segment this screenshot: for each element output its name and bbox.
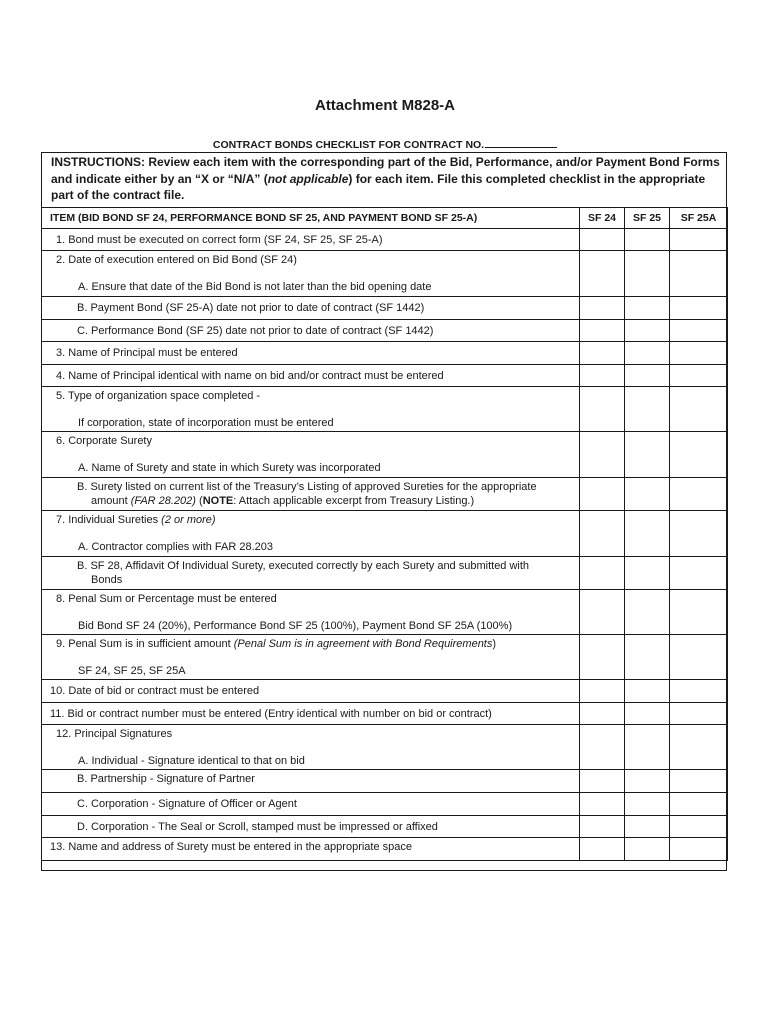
checkbox-cell-sf25a[interactable] (670, 387, 728, 432)
checkbox-cell-sf25[interactable] (625, 725, 670, 770)
checkbox-cell-sf24[interactable] (580, 793, 625, 816)
row-sublabel-text: amount (91, 495, 131, 507)
checkbox-cell-sf25a[interactable] (670, 342, 728, 365)
subtitle-text: CONTRACT BONDS CHECKLIST FOR CONTRACT NO. (212, 139, 485, 151)
row-label: 6. Corporate Surety (56, 435, 152, 447)
checkbox-cell-sf25a[interactable] (670, 365, 728, 387)
row-text (42, 725, 580, 770)
table-row (42, 320, 728, 342)
checkbox-cell-sf25a[interactable] (670, 680, 728, 703)
checkbox-cell-sf25a[interactable] (670, 635, 728, 680)
row-label: 2. Date of execution entered on Bid Bond (SF 24) (56, 254, 297, 266)
checkbox-cell-sf24[interactable] (580, 478, 625, 511)
checkbox-cell-sf24[interactable] (580, 320, 625, 342)
page-title: Attachment M828-A (314, 97, 456, 114)
instructions (51, 154, 721, 204)
table-row (42, 229, 728, 251)
checkbox-cell-sf25a[interactable] (670, 478, 728, 511)
row-label: 11. Bid or contract number must be entered (Entry identical with number on bid or contract) (50, 708, 492, 720)
checkbox-cell-sf25[interactable] (625, 432, 670, 478)
row-text (42, 511, 580, 557)
row-label: 5. Type of organization space completed - (56, 390, 261, 402)
checkbox-cell-sf25[interactable] (625, 816, 670, 838)
checkbox-cell-sf24[interactable] (580, 635, 625, 680)
table-row (42, 725, 728, 770)
checkbox-cell-sf24[interactable] (580, 432, 625, 478)
checkbox-cell-sf24[interactable] (580, 511, 625, 557)
table-row (42, 635, 728, 680)
checkbox-cell-sf25[interactable] (625, 838, 670, 861)
row-text (42, 838, 580, 861)
subtitle (0, 137, 770, 151)
checkbox-cell-sf24[interactable] (580, 590, 625, 635)
table-header-row (42, 208, 728, 229)
row-text (42, 365, 580, 387)
row-label: C. Corporation - Signature of Officer or Agent (77, 798, 297, 810)
row-label: 1. Bond must be executed on correct form (SF 24, SF 25, SF 25-A) (56, 234, 383, 246)
checkbox-cell-sf25a[interactable] (670, 229, 728, 251)
table-row (42, 251, 728, 297)
table-row (42, 478, 728, 511)
checkbox-cell-sf24[interactable] (580, 838, 625, 861)
table-row (42, 680, 728, 703)
row-label: 10. Date of bid or contract must be entered (50, 685, 260, 697)
checkbox-cell-sf25a[interactable] (670, 725, 728, 770)
checkbox-cell-sf24[interactable] (580, 365, 625, 387)
row-label (56, 513, 579, 527)
row-text (42, 478, 580, 511)
table-row (42, 703, 728, 725)
row-label: 4. Name of Principal identical with name on bid and/or contract must be entered (56, 370, 444, 382)
row-label (56, 637, 579, 651)
row-sublabel: A. Contractor complies with FAR 28.203 (78, 541, 274, 553)
table-row (42, 793, 728, 816)
row-label: B. SF 28, Affidavit Of Individual Surety, executed correctly by each Surety and submitted with (77, 560, 530, 572)
checkbox-cell-sf25a[interactable] (670, 838, 728, 861)
table-row (42, 511, 728, 557)
row-label: B. Partnership - Signature of Partner (77, 773, 255, 785)
table-row (42, 557, 728, 590)
checkbox-cell-sf25a[interactable] (670, 816, 728, 838)
checkbox-cell-sf24[interactable] (580, 557, 625, 590)
contract-number-blank[interactable] (485, 137, 557, 148)
checkbox-cell-sf25a[interactable] (670, 793, 728, 816)
row-text (42, 320, 580, 342)
row-sublabel: amount (FAR 28.202) (NOTE: Attach applicable excerpt from Treasury Listing.) (91, 495, 475, 507)
table-row (42, 365, 728, 387)
checkbox-cell-sf25a[interactable] (670, 557, 728, 590)
checkbox-cell-sf25a[interactable] (670, 251, 728, 297)
checkbox-cell-sf25a[interactable] (670, 770, 728, 793)
row-sublabel: If corporation, state of incorporation must be entered (78, 417, 334, 429)
checkbox-cell-sf24[interactable] (580, 251, 625, 297)
instructions-prefix: INSTRUCTIONS: Review each item with the corresponding part of the Bid, Performance, and/or Payment Bond Forms and indicate either by an “X or “N/A” ( (51, 155, 720, 186)
row-text (42, 557, 580, 590)
checkbox-cell-sf25[interactable] (625, 680, 670, 703)
checkbox-cell-sf25[interactable] (625, 229, 670, 251)
checkbox-cell-sf25[interactable] (625, 557, 670, 590)
checkbox-cell-sf25[interactable] (625, 511, 670, 557)
checkbox-cell-sf25[interactable] (625, 770, 670, 793)
table-row (42, 432, 728, 478)
table-row (42, 590, 728, 635)
checkbox-cell-sf24[interactable] (580, 680, 625, 703)
checkbox-cell-sf25[interactable] (625, 297, 670, 320)
checkbox-cell-sf25a[interactable] (670, 590, 728, 635)
row-sublabel: A. Individual - Signature identical to that on bid (78, 755, 305, 767)
row-text (42, 251, 580, 297)
row-label: B. Payment Bond (SF 25-A) date not prior to date of contract (SF 1442) (77, 302, 425, 314)
row-label: D. Corporation - The Seal or Scroll, stamped must be impressed or affixed (77, 821, 438, 833)
row-text (42, 635, 580, 680)
row-text (42, 387, 580, 432)
checkbox-cell-sf24[interactable] (580, 387, 625, 432)
checkbox-cell-sf25[interactable] (625, 320, 670, 342)
checkbox-cell-sf25a[interactable] (670, 432, 728, 478)
row-label: 8. Penal Sum or Percentage must be entered (56, 593, 277, 605)
row-text (42, 297, 580, 320)
checkbox-cell-sf25[interactable] (625, 793, 670, 816)
checkbox-cell-sf25a[interactable] (670, 703, 728, 725)
checkbox-cell-sf25[interactable] (625, 635, 670, 680)
instructions-suffix: ) for each item. File this completed checklist in the appropriate part of the contract file. (51, 171, 706, 202)
checkbox-cell-sf25a[interactable] (670, 297, 728, 320)
row-label-note: (2 or more) (161, 514, 216, 526)
checkbox-cell-sf25[interactable] (625, 342, 670, 365)
row-text (42, 432, 580, 478)
row-label: B. Surety listed on current list of the Treasury’s Listing of approved Sureties for the appropriate (77, 481, 537, 493)
row-text (42, 703, 580, 725)
row-label: 3. Name of Principal must be entered (56, 347, 238, 359)
checkbox-cell-sf25a[interactable] (670, 511, 728, 557)
column-header-sf25a: SF 25A (670, 208, 728, 229)
far-reference: (FAR 28.202) (130, 495, 196, 507)
row-label-text: 7. Individual Sureties (56, 514, 162, 526)
row-label-close: ) (492, 638, 497, 650)
row-text (42, 342, 580, 365)
checkbox-cell-sf25[interactable] (625, 478, 670, 511)
checkbox-cell-sf25[interactable] (625, 365, 670, 387)
checkbox-cell-sf24[interactable] (580, 297, 625, 320)
table-row (42, 297, 728, 320)
table-row (42, 816, 728, 838)
row-label-text: 9. Penal Sum is in sufficient amount (56, 638, 234, 650)
row-text (42, 229, 580, 251)
row-sublabel: Bid Bond SF 24 (20%), Performance Bond SF 25 (100%), Payment Bond SF 25A (100%) (78, 620, 513, 632)
instructions-emphasis: not applicable (267, 171, 349, 186)
row-label: 13. Name and address of Surety must be entered in the appropriate space (50, 841, 412, 853)
checkbox-cell-sf25[interactable] (625, 590, 670, 635)
row-sublabel: A. Name of Surety and state in which Surety was incorporated (78, 462, 381, 474)
checkbox-cell-sf25a[interactable] (670, 320, 728, 342)
checkbox-cell-sf24[interactable] (580, 770, 625, 793)
column-header-item: ITEM (BID BOND SF 24, PERFORMANCE BOND SF 25, AND PAYMENT BOND SF 25-A) (42, 208, 580, 229)
row-label: 12. Principal Signatures (56, 728, 173, 740)
column-header-sf25: SF 25 (625, 208, 670, 229)
row-sublabel: A. Ensure that date of the Bid Bond is not later than the bid opening date (78, 281, 432, 293)
table-row (42, 838, 728, 861)
checkbox-cell-sf25[interactable] (625, 703, 670, 725)
row-text (42, 816, 580, 838)
checkbox-cell-sf24[interactable] (580, 342, 625, 365)
row-text (42, 793, 580, 816)
row-text (42, 770, 580, 793)
note-label: NOTE (202, 495, 234, 507)
row-text (42, 590, 580, 635)
checkbox-cell-sf24[interactable] (580, 725, 625, 770)
row-sublabel: Bonds (91, 574, 123, 586)
checkbox-cell-sf25[interactable] (625, 387, 670, 432)
row-sublabel: SF 24, SF 25, SF 25A (78, 665, 186, 677)
table-row (42, 387, 728, 432)
row-label: C. Performance Bond (SF 25) date not prior to date of contract (SF 1442) (77, 325, 434, 337)
checkbox-cell-sf24[interactable] (580, 703, 625, 725)
checkbox-cell-sf24[interactable] (580, 229, 625, 251)
row-label-note: (Penal Sum is in agreement with Bond Requirements (233, 638, 493, 650)
column-header-sf24: SF 24 (580, 208, 625, 229)
table-row (42, 770, 728, 793)
checklist-table (41, 207, 728, 861)
row-text (42, 680, 580, 703)
checkbox-cell-sf24[interactable] (580, 816, 625, 838)
checkbox-cell-sf25[interactable] (625, 251, 670, 297)
row-sublabel-note: : Attach applicable excerpt from Treasury Listing.) (233, 495, 475, 507)
table-row (42, 342, 728, 365)
